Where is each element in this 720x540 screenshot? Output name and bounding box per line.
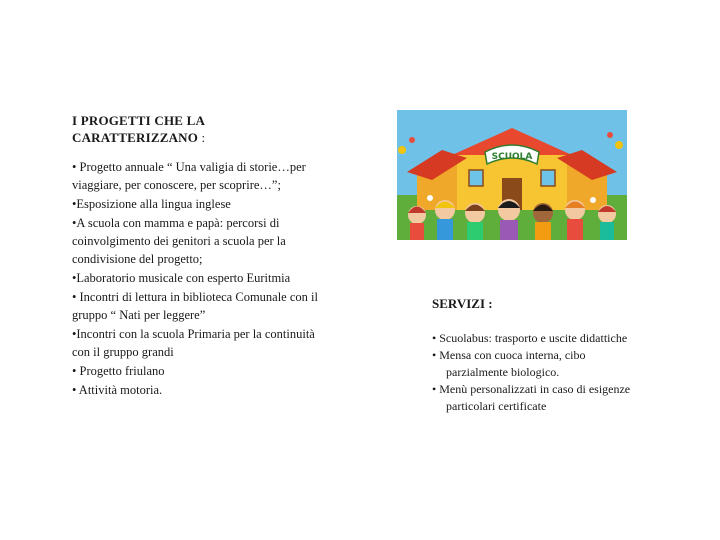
service-item: • Menù personalizzati in caso di esigenze particolari certificate bbox=[432, 382, 631, 413]
projects-list bbox=[72, 158, 327, 399]
school-sign bbox=[485, 145, 539, 164]
service-item: • Mensa con cuoca interna, cibo parzialmente biologico. bbox=[432, 348, 586, 379]
project-item: • Attività motoria. bbox=[72, 383, 163, 397]
projects-heading-bold: I PROGETTI CHE LA CARATTERIZZANO bbox=[72, 113, 205, 145]
services-list bbox=[432, 330, 642, 415]
services-title: SERVIZI : bbox=[432, 296, 493, 311]
project-item: • Progetto annuale “ Una valigia di storie…per viaggiare, per conoscere, per scoprire…”; bbox=[72, 160, 306, 192]
service-item: • Scuolabus: trasporto e uscite didattiche bbox=[432, 331, 628, 345]
project-item: • Progetto friulano bbox=[72, 364, 165, 378]
project-item: • Incontri di lettura in biblioteca Comunale con il gruppo “ Nati per leggere” bbox=[72, 290, 318, 322]
child bbox=[598, 205, 616, 240]
project-item: •A scuola con mamma e papà: percorsi di coinvolgimento dei genitori a scuola per la condivisione del progetto; bbox=[72, 216, 286, 266]
school-illustration bbox=[397, 110, 627, 240]
project-item: •Esposizione alla lingua inglese bbox=[72, 197, 231, 211]
projects-heading bbox=[72, 112, 327, 146]
child bbox=[408, 206, 426, 240]
projects-heading-suffix: : bbox=[198, 130, 206, 145]
child bbox=[565, 200, 585, 240]
services-section bbox=[432, 296, 642, 415]
projects-section bbox=[72, 112, 327, 400]
school-sign-text: SCUOLA bbox=[491, 152, 533, 162]
project-item: •Incontri con la scuola Primaria per la continuità con il gruppo grandi bbox=[72, 327, 315, 359]
child bbox=[435, 200, 455, 240]
project-item: •Laboratorio musicale con esperto Euritmia bbox=[72, 271, 291, 285]
